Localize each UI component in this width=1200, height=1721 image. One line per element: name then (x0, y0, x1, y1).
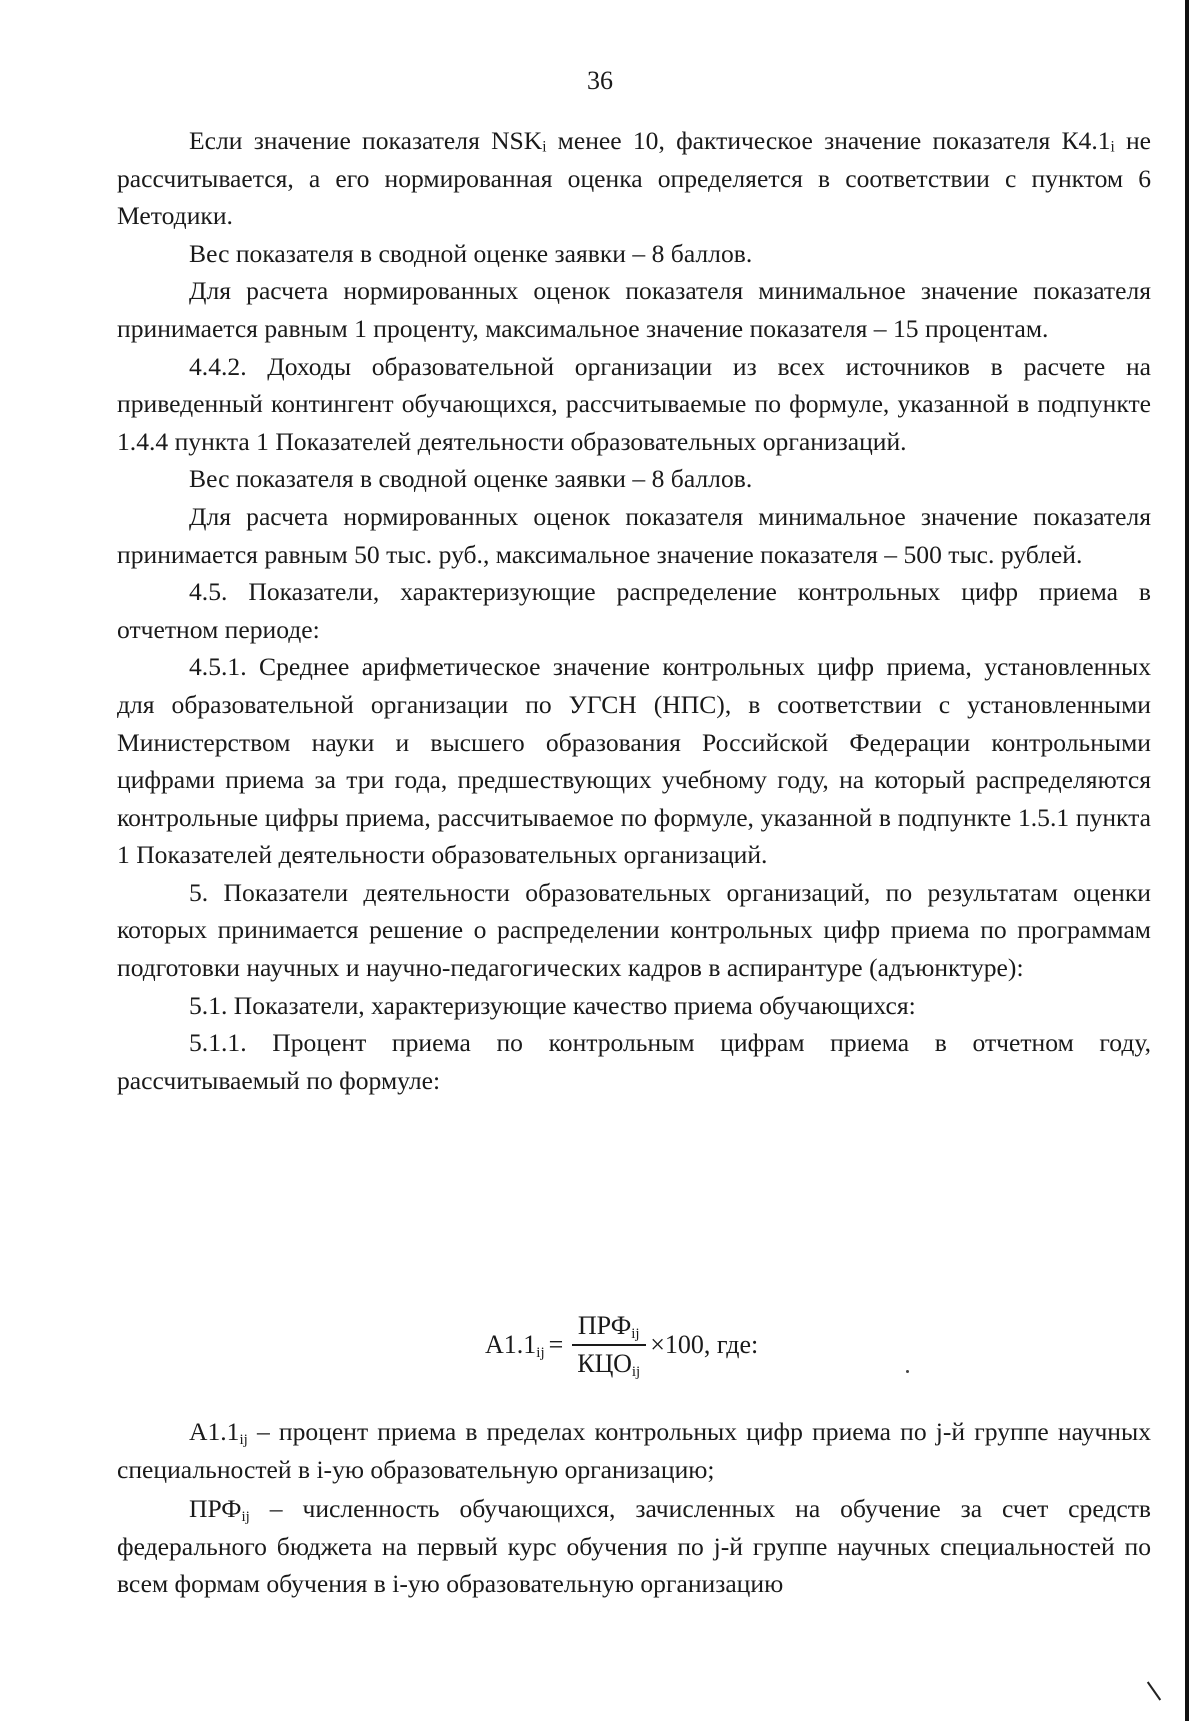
paragraph: 5.1.1. Процент приема по контрольным цифрам приема в отчетном году, рассчитываемый по формуле: (117, 1028, 1151, 1095)
formula-multiplier: ×100, где: (650, 1330, 759, 1359)
paragraph: 4.5.1. Среднее арифметическое значение контрольных цифр приема, установленных для образовательной организации по УГСН (НПС), в соответствии с установленными Министерством науки и высшего образования Российской Федерации контрольными цифрами приема за три года, предшествующих учебному году, на который распределяются контрольные цифры приема, рассчитываемое по формуле, указанной в подпункте 1.5.1 пункта 1 Показателей деятельности образовательных организаций. (117, 652, 1151, 870)
corner-mark (1147, 1681, 1161, 1700)
page-edge-border (1185, 0, 1189, 1721)
paragraph: Вес показателя в сводной оценке заявки – 8 баллов. (189, 238, 753, 268)
paragraph: Для расчета нормированных оценок показателя минимальное значение показателя принимается равным 50 тыс. руб., максимальное значение показателя – 500 тыс. рублей. (117, 501, 1151, 569)
formula-denominator: $КЦО_{ij}$ (577, 1349, 641, 1380)
page-number: 36 (587, 66, 613, 95)
definition: $ПРФ_{ij}$ – численность обучающихся, зачисленных на обучение за счет средств федерального бюджета на первый курс обучения по j-й группе научных специальностей по всем формам обучения в i-ую образовательную организацию (117, 1494, 1151, 1599)
paragraph: 4.4.2. Доходы образовательной организации из всех источников в расчете на приведенный контингент обучающихся, рассчитываемые по формуле, указанной в подпункте 1.4.4 пункта 1 Показателей деятельности образовательных организаций. (117, 351, 1151, 456)
formula-numerator: $ПРФ_{ij}$ (572, 1311, 646, 1346)
formula-fraction (571, 1311, 646, 1379)
formula-lhs: $A1.1_{ij}$ (485, 1330, 545, 1361)
body-text (117, 122, 1151, 1099)
paragraph: Вес показателя в сводной оценке заявки – 8 баллов. (189, 464, 753, 494)
formula-equals: = (548, 1330, 564, 1359)
paragraph: Если значение показателя NSKᵢ менее 10, фактическое значение показателя К4.1ᵢ не рассчитывается, а его нормированная оценка определяется в соответствии с пунктом 6 Методики. (117, 126, 1151, 231)
formula (485, 1305, 758, 1385)
paragraph: Для расчета нормированных оценок показателя минимальное значение показателя принимается равным 1 проценту, максимальное значение показателя – 15 процентам. (117, 276, 1151, 343)
definition: $A1.1_{ij}$ – процент приема в пределах контрольных цифр приема по j-й группе научных специальностей в i-ую образовательную организацию; (117, 1417, 1151, 1484)
paragraph: 5.1. Показатели, характеризующие качество приема обучающихся: (189, 990, 916, 1020)
scan-speck (906, 1370, 909, 1373)
paragraph: 5. Показатели деятельности образовательных организаций, по результатам оценки которых принимается решение о распределении контрольных цифр приема по программам подготовки научных и научно-педагогических кадров в аспирантуре (адъюнктуре): (117, 877, 1151, 983)
formula-definitions (117, 1413, 1151, 1605)
paragraph: 4.5. Показатели, характеризующие распределение контрольных цифр приема в отчетном периоде: (117, 577, 1151, 644)
